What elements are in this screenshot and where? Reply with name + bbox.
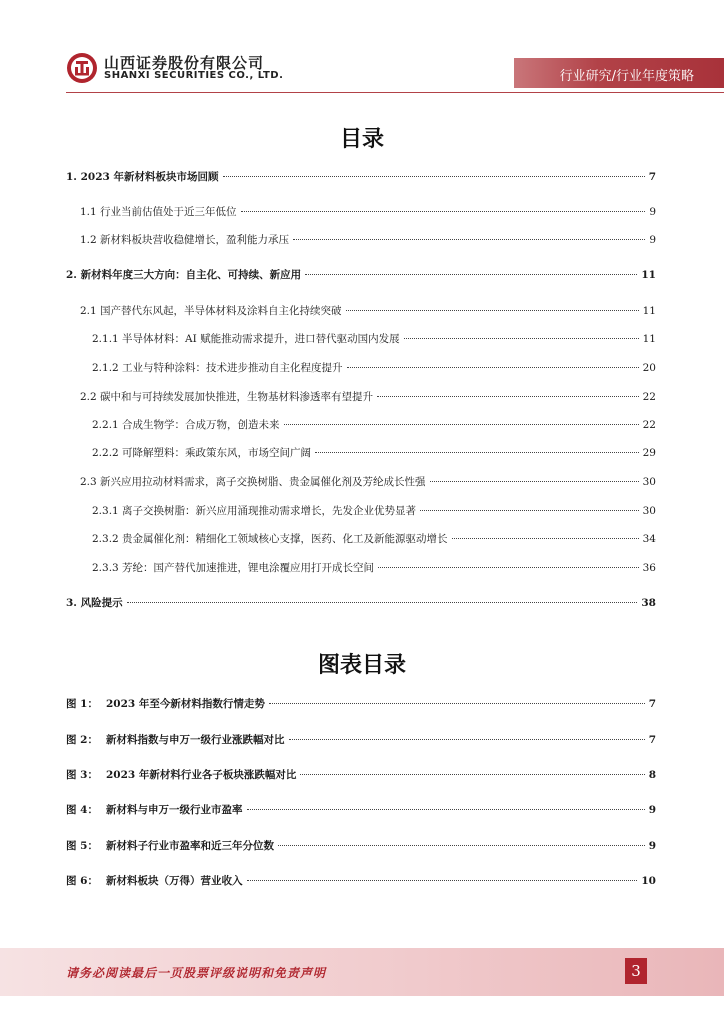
toc-entry-text: 2.1.2 工业与特种涂料：技术进步推动自主化程度提升: [92, 362, 343, 374]
toc-entry-page: 9: [649, 234, 656, 246]
leader-dots: [293, 239, 645, 240]
toc-entry-page: 38: [641, 597, 656, 609]
figure-entry-text: 新材料子行业市盈率和近三年分位数: [106, 840, 274, 852]
toc-entry-page: 29: [642, 447, 656, 459]
toc-entry[interactable]: [92, 504, 656, 518]
leader-dots: [289, 739, 645, 740]
figure-entry[interactable]: [66, 697, 656, 711]
leader-dots: [241, 211, 646, 212]
toc-entry[interactable]: [80, 304, 656, 318]
leader-dots: [223, 176, 645, 177]
figure-entry-label: 图 6：: [66, 875, 98, 887]
leader-dots: [247, 809, 645, 810]
toc-entry-text: 2.2 碳中和与可持续发展加快推进，生物基材料渗透率有望提升: [80, 391, 374, 403]
figure-entry-label: 图 5：: [66, 840, 98, 852]
toc-entry[interactable]: [80, 233, 656, 247]
toc-entry[interactable]: [66, 170, 656, 184]
toc-entry[interactable]: [66, 596, 656, 610]
leader-dots: [247, 880, 638, 881]
leader-dots: [300, 774, 644, 775]
toc-entry-text: 1. 2023 年新材料板块市场回顾: [66, 171, 219, 183]
leader-dots: [347, 367, 639, 368]
toc-entry-text: 2.2.1 合成生物学：合成万物，创造未来: [92, 419, 280, 431]
toc-title: 目录: [339, 127, 384, 152]
figure-entry-page: 9: [648, 804, 656, 816]
figure-list-title: 图表目录: [317, 653, 406, 678]
toc-entry[interactable]: [92, 361, 656, 375]
figure-entry-label: 图 4：: [66, 804, 98, 816]
toc-entry-text: 2.2.2 可降解塑料：乘政策东风，市场空间广阔: [92, 447, 312, 459]
leader-dots: [346, 310, 639, 311]
report-category-label: 行业研究/行业年度策略: [559, 69, 694, 84]
toc-entry-page: 22: [642, 391, 656, 403]
figure-entry-page: 8: [648, 769, 656, 781]
figure-entry[interactable]: [66, 874, 656, 888]
toc-entry[interactable]: [92, 532, 656, 546]
toc-entry-page: 30: [642, 505, 656, 517]
toc-entry-text: 2.3.3 芳纶：国产替代加速推进，锂电涂覆应用打开成长空间: [92, 562, 375, 574]
toc-entry-page: 36: [642, 562, 656, 574]
figure-entry-text: 2023 年新材料行业各子板块涨跌幅对比: [106, 769, 297, 781]
figure-entry-text: 新材料指数与申万一级行业涨跌幅对比: [106, 734, 285, 746]
toc-entry-page: 22: [642, 419, 656, 431]
figure-entry-label: 图 3：: [66, 769, 98, 781]
toc-entry-text: 1.1 行业当前估值处于近三年低位: [80, 206, 237, 218]
company-name-en: SHANXI SECURITIES CO., LTD.: [104, 70, 284, 81]
figure-entry-text: 新材料板块（万得）营业收入: [106, 875, 243, 887]
toc-entry-page: 11: [642, 305, 656, 317]
figure-entry-label: 图 2：: [66, 734, 98, 746]
leader-dots: [278, 845, 645, 846]
toc-entry[interactable]: [92, 418, 656, 432]
toc-entry-page: 11: [642, 333, 656, 345]
toc-entry-page: 7: [648, 171, 656, 183]
leader-dots: [377, 396, 639, 397]
toc-entry-text: 2.1 国产替代东风起，半导体材料及涂料自主化持续突破: [80, 305, 342, 317]
leader-dots: [420, 510, 639, 511]
figure-entry-text: 新材料与申万一级行业市盈率: [106, 804, 243, 816]
leader-dots: [305, 274, 637, 275]
toc-entry[interactable]: [66, 268, 656, 282]
disclaimer-notice: 请务必阅读最后一页股票评级说明和免责声明: [66, 966, 327, 980]
figure-entry[interactable]: [66, 733, 656, 747]
figure-entry[interactable]: [66, 803, 656, 817]
figure-entry[interactable]: [66, 839, 656, 853]
figure-entry-text: 2023 年至今新材料指数行情走势: [106, 698, 265, 710]
toc-entry[interactable]: [92, 332, 656, 346]
toc-entry-text: 2.1.1 半导体材料：AI 赋能推动需求提升，进口替代驱动国内发展: [92, 333, 400, 345]
figure-entry-page: 7: [648, 734, 656, 746]
toc-entry-text: 2.3.1 离子交换树脂：新兴应用涌现推动需求增长，先发企业优势显著: [92, 505, 417, 517]
page-footer: [0, 948, 724, 996]
header-divider: [66, 92, 724, 93]
toc-entry-text: 2.3.2 贵金属催化剂：精细化工领域核心支撑，医药、化工及新能源驱动增长: [92, 533, 448, 545]
toc-entry[interactable]: [92, 446, 656, 460]
toc-entry-text: 3. 风险提示: [66, 597, 123, 609]
toc-entry-page: 20: [642, 362, 656, 374]
page-header: [0, 0, 724, 96]
toc-entry-text: 2. 新材料年度三大方向：自主化、可持续、新应用: [66, 269, 302, 281]
toc-entry-page: 11: [641, 269, 656, 281]
shanxi-securities-logo-icon: [66, 52, 98, 84]
toc-entry-text: 1.2 新材料板块营收稳健增长，盈利能力承压: [80, 234, 290, 246]
figure-entry-page: 10: [641, 875, 656, 887]
toc-entry[interactable]: [80, 205, 656, 219]
figure-entry-page: 9: [648, 840, 656, 852]
leader-dots: [315, 452, 639, 453]
leader-dots: [404, 338, 639, 339]
report-category-tag: [514, 58, 724, 88]
figure-entry-page: 7: [648, 698, 656, 710]
page-number: 3: [625, 958, 647, 984]
toc-entry[interactable]: [80, 390, 656, 404]
figure-entry[interactable]: [66, 768, 656, 782]
leader-dots: [430, 481, 639, 482]
toc-entry-page: 9: [649, 206, 656, 218]
toc-entry[interactable]: [92, 561, 656, 575]
leader-dots: [284, 424, 639, 425]
leader-dots: [378, 567, 639, 568]
toc-entry[interactable]: [80, 475, 656, 489]
figure-entry-label: 图 1：: [66, 698, 98, 710]
toc-entry-page: 34: [642, 533, 656, 545]
leader-dots: [269, 703, 645, 704]
company-name-cn: 山西证券股份有限公司: [104, 54, 265, 72]
toc-entry-page: 30: [642, 476, 656, 488]
leader-dots: [127, 602, 638, 603]
toc-entry-text: 2.3 新兴应用拉动材料需求，离子交换树脂、贵金属催化剂及芳纶成长性强: [80, 476, 426, 488]
leader-dots: [452, 538, 639, 539]
